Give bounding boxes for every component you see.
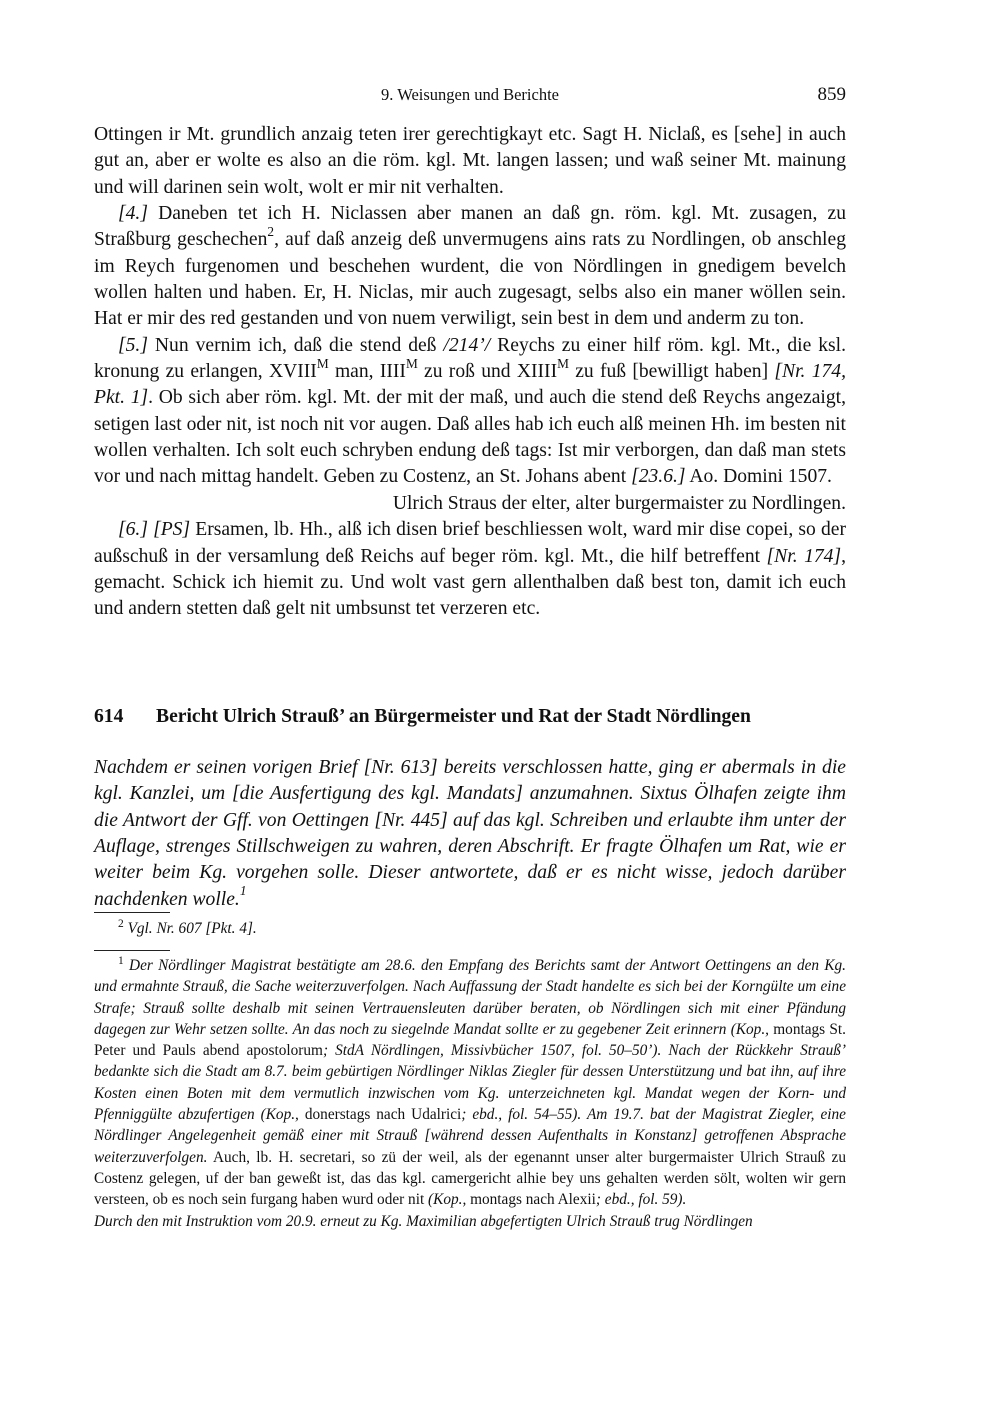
superscript: M xyxy=(557,355,569,371)
running-head xyxy=(94,82,846,108)
paragraph-text: Nun vernim ich, daß die stend deß xyxy=(147,334,444,356)
document-number: 614 xyxy=(94,706,124,727)
cross-reference: [Nr. 174] xyxy=(766,545,842,567)
footnote-2 xyxy=(94,918,846,939)
footnote-number: 1 xyxy=(118,954,124,967)
footnote-divider xyxy=(94,912,170,913)
superscript: M xyxy=(405,355,418,371)
paragraph-text: Reychs zu einer hilf röm. kgl. Mt., die ksl. kronung zu erlangen, XVIII xyxy=(94,334,846,383)
paragraph-text: , auf daß anzeig deß unvermugens ains rats zu Nordlingen, ob anschleg im Reych furgenomen und beschehen wurdent, die von Nördlingen in gnedigem bevelch wollen halten und haben. Er, H. Niclas, mir auch zugesagt, selbs also ein maner wöllen sein. Hat er mir des red gestanden und von nuem verwiligt, sein best in dem und anderm zu ton. xyxy=(94,229,846,330)
running-title: 9. Weisungen und Berichte xyxy=(381,85,559,104)
footnote-text: (Kop., xyxy=(428,1191,467,1209)
footnote-divider xyxy=(94,950,170,951)
footnote-text: ; StdA Nördlingen, Missivbücher 1507, fol. 50–50’). Nach der Rückkehr Strauß’ bedankte sich die Stadt am 8.7. beim gebürtigen Nördlinger Niklas Ziegler für dessen Unterstützung und bat ihn, auf ihre Kosten einen Boten mit dem vermutlich inzwischen vom Kg. unterzeichneten kgl. Mandat wegen der Korn- und Pfenniggülte abzufertigen (Kop., xyxy=(94,1042,846,1124)
superscript: M xyxy=(316,355,329,371)
paragraph-text: zu fuß [bewilligt haben] xyxy=(568,361,775,383)
footnote-text: ; ebd., fol. 54–55). Am 19.7. bat der Magistrat Ziegler, eine Nördlinger Angelegenheit gemäß einer mit Strauß [während dessen Aufenthalts in Konstanz] getroffenen Absprache weiterzuverfolgen. xyxy=(94,1106,846,1166)
section-mark: [6.] [PS] xyxy=(118,519,191,541)
signature-line: Ulrich Straus der elter, alter burgermaister zu Nordlingen. xyxy=(392,492,846,514)
quoted-source: montags nach Alexii xyxy=(466,1191,596,1209)
paragraph-text: Ao. Domini 1507. xyxy=(685,466,832,488)
paragraph-text: . Ob sich aber röm. kgl. Mt. der mit der maß, und auch die stend deß Reychs angezaigt, setigen last oder nit, ist noch nit vor augen. Daß alles hab ich euch alß meinen Hh. im besten nit wollen verhalten. Ich solt euch schryben endung deß tags: Ist mir verborgen, dan daß man stets vor und nach mittag handelt. Geben zu Costenz, an St. Johans abent xyxy=(94,387,847,488)
folio-mark: /214’/ xyxy=(443,334,491,356)
paragraph-text: Ersamen, lb. Hh., alß ich disen brief beschliessen wolt, ward mir dise copei, so der außschuß in der versamlung deß Reichs auf beger röm. kgl. Mt., die hilf betreffent xyxy=(94,519,846,567)
paragraph-text: man, IIII xyxy=(328,361,406,383)
section-mark: [4.] xyxy=(118,203,148,225)
cross-reference: [Nr. 174, Pkt. 1] xyxy=(94,361,846,409)
footnote-reference: 1 xyxy=(239,883,247,899)
footnote-text: Vgl. Nr. 607 [Pkt. 4]. xyxy=(127,920,257,937)
paragraph-text: Ottingen ir Mt. grundlich anzaig teten irer gerechtigkayt etc. Sagt H. Niclaß, es [sehe] in auch gut an, aber er wolte es also an die röm. kgl. Mt. langen lassen; und waß seiner Mt. mainung und will darinen sein wolt, wolt er mir nit verhalten. xyxy=(94,124,846,198)
document-heading xyxy=(94,703,846,731)
paragraph-text: , gemacht. Schick ich hiemit zu. Und wolt vast gern allenthalben daß best ton, damit ich euch und andern stetten daß gelt nit umbsunst tet verzeren etc. xyxy=(94,545,846,620)
regest-text: Nachdem er seinen vorigen Brief [Nr. 613] bereits verschlossen hatte, ging er abermals in die kgl. Kanzlei, um [die Ausfertigung des kgl. Mandats] anzumahnen. Sixtus Ölhafen zeigte ihm die Antwort der Gff. von Oettingen [Nr. 445] auf das kgl. Schreiben und erlaubte ihm unter der Auflage, strenges Stillschweigen zu wahren, deren Abschrift. Er fragte Ölhafen um Rat, wie er weiter beim Kg. vorgehen solle. Dieser antwortete, daß er es nicht wisse, jedoch darüber nachdenken wolle. xyxy=(94,757,846,910)
date-annotation: [23.6.] xyxy=(631,466,686,488)
paragraph-continuation xyxy=(94,122,846,201)
paragraph-text: Daneben tet ich H. Niclassen aber manen an daß gn. röm. kgl. Mt. zusagen, zu Straßburg geschechen xyxy=(94,203,846,251)
quoted-source: montags St. Peter und Pauls abend apostolorum xyxy=(94,1020,846,1060)
footnote-1 xyxy=(94,955,846,1232)
footnote-text: Der Nördlinger Magistrat bestätigte am 28.6. den Empfang des Berichts samt der Antwort Oettingens an den Kg. und ermahnte Strauß, die Sache weiterzuverfolgen. Nach Auffassung der Stadt handelte es sich bei der Korngülte um eine Strafe; Strauß sollte deshalb mit seinen Vertrauensleuten darüber beraten, ob Nördlingen sich mit einer Pfändung dagegen zur Wehr setzen sollte. An das noch zu siegelnde Mandat sollte er zu gegebener Zeit erinnern (Kop., xyxy=(94,957,847,1038)
regest xyxy=(94,755,846,913)
paragraph-4 xyxy=(94,201,846,333)
section-mark: [5.] xyxy=(118,334,148,356)
paragraph-6 xyxy=(94,517,846,622)
page-number: 859 xyxy=(817,84,846,105)
footnote-reference: 2 xyxy=(267,223,275,239)
quoted-source: donerstags nach Udalrici xyxy=(298,1106,462,1124)
footnote-text: ; ebd., fol. 59). xyxy=(595,1191,687,1209)
paragraph-text: zu roß und XIIII xyxy=(417,361,558,383)
quoted-source: Auch, lb. H. secretari, so zü der weil, als der egenannt unser alter burgermaister Ulrich Strauß zu Costenz gelegen, uf der ban geweßt ist, das das kgl. camergericht alhie bey uns gehalten werden sölt, wolten wir gern versteen, ob es noch sein furgang haben wurd oder nit xyxy=(94,1148,846,1209)
paragraph-5 xyxy=(94,333,846,491)
footnote-continuation: Durch den mit Instruktion vom 20.9. erneut zu Kg. Maximilian abgefertigten Ulrich Strauß trug Nördlingen xyxy=(94,1212,753,1230)
document-title: Bericht Ulrich Strauß’ an Bürgermeister und Rat der Stadt Nördlingen xyxy=(156,706,751,727)
document-body xyxy=(94,122,846,623)
footnote-number: 2 xyxy=(118,917,124,930)
